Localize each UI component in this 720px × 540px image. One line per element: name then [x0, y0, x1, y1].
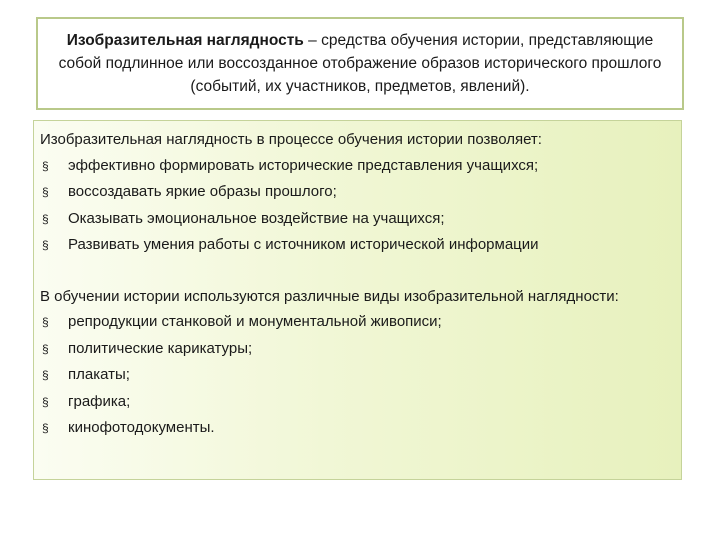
bullet-icon: § [42, 368, 49, 382]
definition-text [58, 29, 662, 98]
list-item-text: графика; [68, 392, 131, 410]
bullet-icon: § [42, 211, 49, 226]
list-item [40, 389, 675, 416]
list-item [40, 206, 675, 233]
bullet-icon: § [42, 341, 49, 356]
bullet-icon: § [42, 158, 49, 173]
definition-box [36, 17, 684, 110]
list-item [40, 179, 675, 206]
bullet-icon: § [42, 315, 49, 329]
list-item-text: репродукции станковой и монументальной живописи; [68, 313, 442, 330]
list-item-text: Развивать умения работы с источником исторической информации [68, 236, 539, 253]
list-item-text: Оказывать эмоциональное воздействие на учащихся; [68, 209, 445, 227]
list-item [40, 415, 675, 442]
definition-term: Изобразительная наглядность [66, 32, 304, 49]
list-item-text: воссоздавать яркие образы прошлого; [68, 183, 337, 200]
list-item-text: политические карикатуры; [68, 339, 253, 357]
section-spacer [40, 259, 675, 284]
section2-intro: В обучении истории используются различные виды изобразительной наглядности: [40, 287, 619, 305]
bullet-icon: § [42, 185, 49, 199]
list-item [40, 153, 675, 180]
list-item [40, 362, 675, 389]
section1-list [40, 153, 675, 259]
section2-list [40, 309, 675, 442]
list-item-text: плакаты; [68, 366, 130, 383]
content-box [33, 120, 682, 480]
section1-intro: Изобразительная наглядность в процессе обучения истории позволяет: [40, 131, 542, 148]
bullet-icon: § [42, 421, 49, 435]
list-item [40, 232, 675, 259]
definition-body: – средства обучения истории, представляющие собой подлинное или воссозданное отображение образов исторического прошлого (событий, их участников, предметов, явлений). [58, 32, 662, 95]
list-item [40, 336, 675, 363]
bullet-icon: § [42, 238, 49, 252]
bullet-icon: § [42, 394, 49, 409]
list-item-text: кинофотодокументы. [68, 419, 215, 436]
list-item [40, 309, 675, 336]
list-item-text: эффективно формировать исторические представления учащихся; [68, 156, 539, 174]
